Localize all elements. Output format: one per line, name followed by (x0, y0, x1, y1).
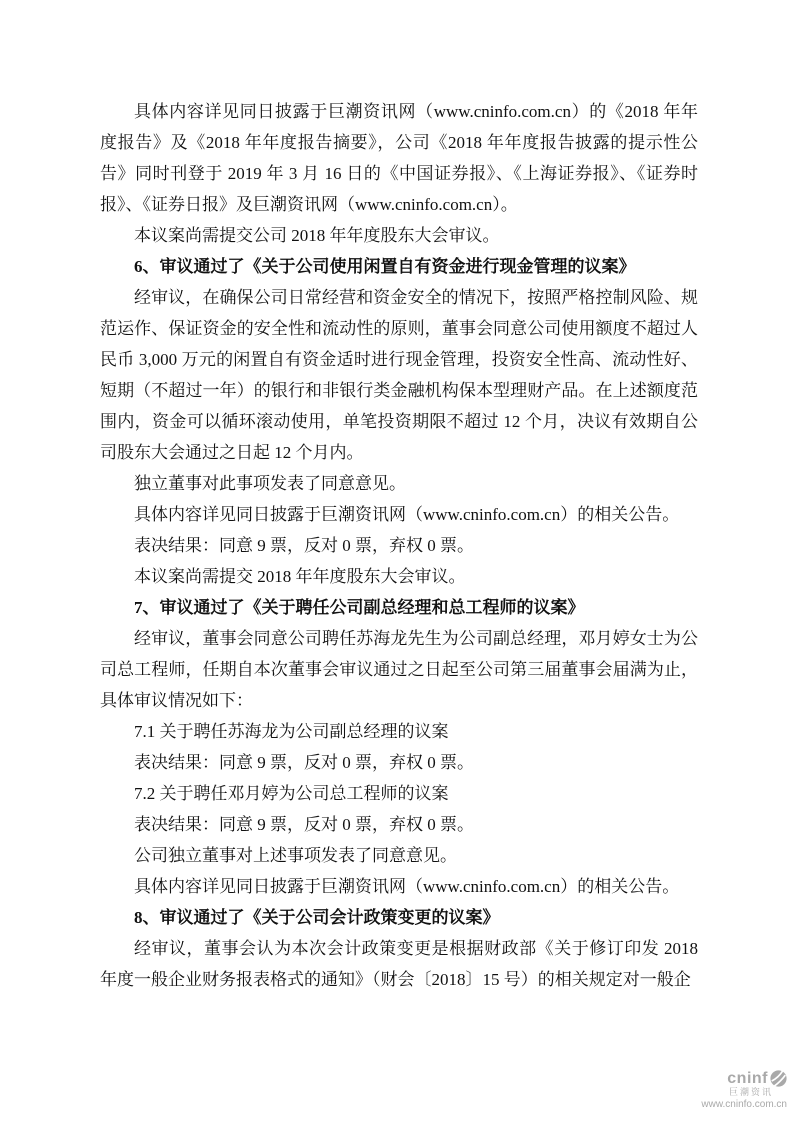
paragraph: 经审议，在确保公司日常经营和资金安全的情况下，按照严格控制风险、规范运作、保证资金的安全性和流动性的原则，董事会同意公司使用额度不超过人民币 3,000 万元的闲置自有资金适时进行现金管理，投资安全性高、流动性好、短期（不超过一年）的银行和非银行类金融机构保本型理财产品。在上述额度范围内，资金可以循环滚动使用，单笔投资期限不超过 12 个月，决议有效期自公司股东大会通过之日起 12 个月内。 (100, 288, 698, 462)
paragraph: 本议案尚需提交公司 2018 年年度股东大会审议。 (134, 226, 500, 245)
cninfo-watermark (701, 1070, 787, 1110)
swirl-icon (770, 1070, 787, 1087)
paragraph: 本议案尚需提交 2018 年年度股东大会审议。 (134, 567, 466, 586)
paragraph: 公司独立董事对上述事项发表了同意意见。 (134, 846, 457, 865)
section-heading: 6、审议通过了《关于公司使用闲置自有资金进行现金管理的议案》 (134, 257, 636, 276)
paragraph: 具体内容详见同日披露于巨潮资讯网（www.cninfo.com.cn）的相关公告。 (134, 505, 680, 524)
paragraph: 经审议，董事会同意公司聘任苏海龙先生为公司副总经理，邓月婷女士为公司总工程师，任期自本次董事会审议通过之日起至公司第三届董事会届满为止，具体审议情况如下： (100, 629, 698, 710)
section-heading: 8、审议通过了《关于公司会计政策变更的议案》 (134, 908, 500, 927)
paragraph: 独立董事对此事项发表了同意意见。 (134, 474, 406, 493)
paragraph: 具体内容详见同日披露于巨潮资讯网（www.cninfo.com.cn）的相关公告。 (134, 877, 680, 896)
paragraph: 表决结果：同意 9 票，反对 0 票，弃权 0 票。 (134, 815, 474, 834)
cninfo-logo (701, 1070, 787, 1088)
paragraph: 表决结果：同意 9 票，反对 0 票，弃权 0 票。 (134, 536, 474, 555)
paragraph: 7.1 关于聘任苏海龙为公司副总经理的议案 (134, 722, 449, 741)
section-heading: 7、审议通过了《关于聘任公司副总经理和总工程师的议案》 (134, 598, 585, 617)
cninfo-logo-text: cninf (727, 1069, 768, 1087)
cninfo-logo-chinese-name: 巨潮资讯 (728, 1087, 773, 1098)
paragraph: 经审议，董事会认为本次会计政策变更是根据财政部《关于修订印发 2018 年度一般企业财务报表格式的通知》（财会〔2018〕15 号）的相关规定对一般企 (100, 939, 698, 989)
cninfo-logo-url: www.cninfo.com.cn (701, 1099, 787, 1110)
paragraph: 表决结果：同意 9 票，反对 0 票，弃权 0 票。 (134, 753, 474, 772)
document-body (100, 96, 698, 995)
paragraph: 具体内容详见同日披露于巨潮资讯网（www.cninfo.com.cn）的《2018 年年度报告》及《2018 年年度报告摘要》，公司《2018 年年度报告披露的提示性公告》同时刊登于 2019 年 3 月 16 日的《中国证券报》、《上海证券报》、《证券时报》、《证券日报》及巨潮资讯网（www.cninfo.com.cn）。 (100, 102, 698, 214)
paragraph: 7.2 关于聘任邓月婷为公司总工程师的议案 (134, 784, 449, 803)
